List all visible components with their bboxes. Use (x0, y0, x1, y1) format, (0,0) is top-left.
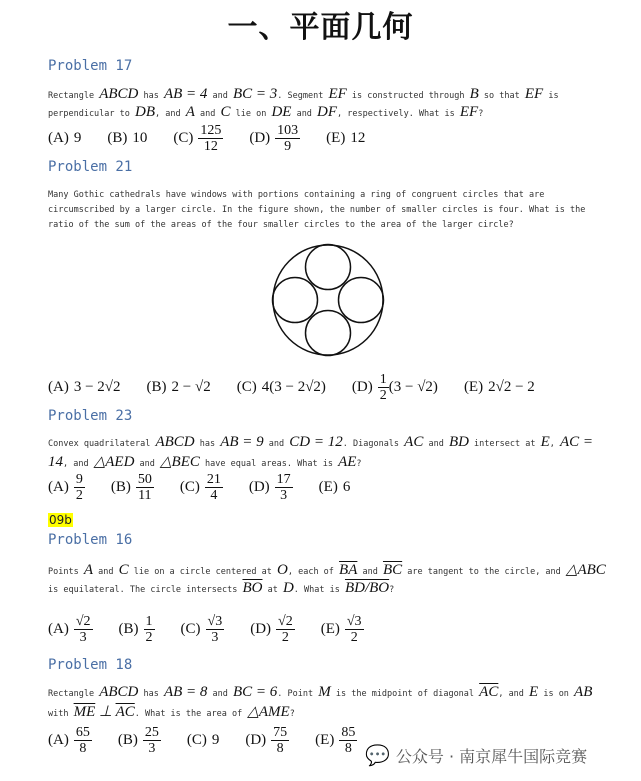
numerator: √2 (278, 614, 293, 629)
choice-label: (D) (245, 732, 267, 748)
text-run: intersect at (468, 439, 541, 449)
numerator: √3 (207, 614, 223, 629)
small-circle (273, 278, 318, 323)
math-expression: O (277, 562, 288, 578)
math-expression: $\overline{AC}$ (479, 684, 499, 700)
math-expression: ⊥ (95, 704, 116, 720)
large-circle (273, 245, 383, 355)
fraction (136, 472, 154, 503)
answer-choice (249, 123, 300, 154)
choice-value: 9 (211, 732, 220, 748)
answer-choice (315, 725, 357, 756)
choice-label: (A) (48, 732, 69, 748)
numerator: √2 (75, 614, 91, 629)
text-run: and (207, 689, 233, 699)
fraction (74, 614, 93, 645)
math-expression: AB (574, 684, 593, 700)
answer-choices (48, 123, 391, 154)
choice-label: (C) (179, 479, 200, 495)
watermark-text: 公众号 · 南京犀牛国际竞赛 (395, 746, 588, 766)
choice-value: 2 − √2 (171, 379, 211, 395)
numerator: 25 (144, 725, 159, 740)
choice-value: 12 (350, 130, 366, 146)
math-expression: M (318, 684, 331, 700)
fraction (206, 614, 225, 645)
denominator: 2 (145, 630, 153, 645)
choice-label: (A) (48, 621, 69, 637)
page-title: 一、平面几何 (227, 10, 414, 45)
math-expression: BD/BO (344, 580, 390, 596)
text-run: , each of (287, 567, 340, 577)
text-run: is constructed through (346, 91, 470, 101)
text-run: . What is (293, 585, 345, 595)
choice-label: (B) (117, 732, 138, 748)
answer-choice (249, 472, 293, 503)
watermark (365, 743, 587, 767)
text-run: , respectively. What is (337, 109, 460, 119)
answer-choice (119, 614, 155, 645)
text-run: and (291, 109, 318, 119)
math-expression: EF (328, 86, 347, 102)
math-expression: ABCD (99, 86, 139, 102)
text-run: have equal areas. What is (199, 459, 339, 469)
answer-choice (48, 614, 93, 645)
small-circle (339, 278, 384, 323)
fraction (198, 123, 223, 154)
answer-choices (48, 372, 561, 403)
denominator: 3 (148, 741, 156, 756)
denominator: 8 (276, 741, 284, 756)
text-run: Points (48, 567, 84, 577)
numerator: 1 (379, 372, 387, 387)
text-run: Rectangle (48, 91, 100, 101)
answer-choices (48, 472, 376, 503)
problem-statement (48, 188, 608, 233)
math-expression: BC = 3 (233, 86, 278, 102)
fraction (276, 614, 295, 645)
answer-choice (111, 472, 154, 503)
choice-label: (B) (107, 130, 128, 146)
fraction (271, 725, 289, 756)
text-run: . Point (277, 689, 319, 699)
choice-value: (3 − √2) (388, 379, 438, 395)
text-run: . Diagonals (342, 439, 405, 449)
text-run: ? (389, 585, 395, 595)
math-expression: △BEC (160, 454, 200, 470)
answer-choice (107, 130, 147, 147)
math-expression: ABCD (99, 684, 139, 700)
wechat-icon: 💬 (365, 743, 390, 767)
choice-label: (A) (48, 479, 69, 495)
denominator: 2 (75, 488, 83, 503)
answer-choice (237, 379, 326, 396)
text-run: is the midpoint of diagonal (330, 689, 480, 699)
numerator: 103 (277, 123, 299, 138)
choice-label: (B) (118, 621, 139, 637)
text-run: is equilateral. The circle intersects (48, 585, 243, 595)
math-expression: DB (135, 104, 155, 120)
text-run: and (93, 567, 119, 577)
answer-choice (187, 732, 220, 749)
choice-label: (A) (48, 379, 69, 395)
gothic-window-figure (270, 242, 386, 358)
text-run: has (194, 439, 221, 449)
math-expression: ABCD (155, 434, 195, 450)
choice-value: 10 (132, 130, 148, 146)
math-expression: AB = 4 (163, 86, 208, 102)
text-run: ? (478, 109, 484, 119)
numerator: 50 (137, 472, 152, 487)
math-expression: A (185, 104, 195, 120)
denominator: 8 (344, 741, 352, 756)
answer-choice (464, 379, 535, 396)
denominator: 2 (350, 630, 358, 645)
answer-choice (245, 725, 289, 756)
choice-label: (C) (180, 621, 201, 637)
math-expression: △AME (247, 704, 290, 720)
text-run: , and (498, 689, 530, 699)
small-circle (306, 311, 351, 356)
choice-label: (A) (48, 130, 69, 146)
text-run: and (357, 567, 383, 577)
small-circle (306, 245, 351, 290)
math-expression: A (83, 562, 93, 578)
math-expression: $\overline{ME}$ (73, 704, 96, 720)
answer-choice (326, 130, 365, 147)
text-run: is perpendicular to (48, 91, 559, 119)
text-run: at (262, 585, 283, 595)
text-run: Rectangle (48, 689, 100, 699)
math-expression: $\overline{BC}$ (382, 562, 403, 578)
answer-choice (352, 372, 438, 403)
text-run: ? (356, 459, 362, 469)
answer-choice (48, 379, 121, 396)
math-expression: AC (404, 434, 424, 450)
math-expression: D (282, 580, 294, 596)
text-run: are tangent to the circle, and (402, 567, 566, 577)
text-run: and (207, 91, 233, 101)
choice-label: (E) (463, 379, 484, 395)
denominator: 12 (203, 139, 218, 154)
text-run: . What is the area of (134, 709, 248, 719)
math-expression: EF (524, 86, 544, 102)
text-run: , and (63, 459, 94, 469)
math-expression: AC = 14 (48, 434, 594, 470)
answer-choice (48, 725, 92, 756)
text-run: ? (289, 709, 295, 719)
numerator: 21 (206, 472, 221, 487)
denominator: 9 (284, 139, 292, 154)
text-run: Convex quadrilateral (48, 439, 156, 449)
fraction (144, 614, 155, 645)
fraction (378, 372, 389, 403)
denominator: 3 (280, 488, 288, 503)
choice-value: 9 (73, 130, 82, 146)
math-expression: △ABC (565, 562, 606, 578)
numerator: 125 (200, 123, 222, 138)
math-expression: $\overline{BA}$ (339, 562, 358, 578)
math-expression: C (220, 104, 231, 120)
text-run: lie on a circle centered at (128, 567, 278, 577)
fraction (74, 472, 85, 503)
text-run: has (138, 91, 164, 101)
math-expression: $\overline{AC}$ (115, 704, 135, 720)
text-run: , (549, 439, 561, 449)
text-run: , and (155, 109, 186, 119)
choice-value: 4(3 − 2√2) (261, 379, 326, 395)
answer-choice (181, 614, 225, 645)
answer-choice (147, 379, 211, 396)
denominator: 2 (281, 630, 289, 645)
math-expression: BD (448, 434, 469, 450)
choice-value: 2√2 − 2 (488, 379, 535, 395)
denominator: 4 (210, 488, 218, 503)
math-expression: DE (271, 104, 292, 120)
choice-label: (D) (351, 379, 373, 395)
math-expression: E (529, 684, 539, 700)
text-run: and (194, 109, 221, 119)
text-run: and (423, 439, 449, 449)
choice-value: 3 − 2√2 (73, 379, 121, 395)
numerator: 9 (75, 472, 83, 487)
fraction (339, 725, 357, 756)
math-expression: AB = 8 (163, 684, 208, 700)
fraction (275, 123, 300, 154)
numerator: 85 (341, 725, 356, 740)
choice-value: 6 (342, 479, 351, 495)
choice-label: (D) (249, 130, 271, 146)
text-run: Many Gothic cathedrals have windows with portions containing a ring of congruent circles that are circumscribed by a larger circle. In the figure shown, the number of smaller circles is four. What is the ratio of the sum of the areas of the four smaller circles to the area of the larger circle? (48, 190, 586, 230)
math-expression: AE (338, 454, 357, 470)
problem-heading: Problem 16 (48, 532, 133, 548)
choice-label: (B) (146, 379, 167, 395)
math-expression: B (469, 86, 479, 102)
choice-label: (E) (326, 130, 346, 146)
math-expression: BC = 6 (233, 684, 278, 700)
math-expression: $\overline{BO}$ (242, 580, 263, 596)
denominator: 8 (79, 741, 87, 756)
math-expression: AB = 9 (220, 434, 264, 450)
fraction (345, 614, 364, 645)
math-expression: CD = 12 (289, 434, 343, 450)
answer-choice (250, 614, 295, 645)
problem-heading: Problem 18 (48, 657, 133, 673)
answer-choice (319, 479, 351, 496)
problem-statement (48, 86, 608, 122)
answer-choice (48, 130, 81, 147)
numerator: 1 (145, 614, 153, 629)
problem-statement (48, 684, 608, 722)
text-run: so that (478, 91, 525, 101)
answer-choices (48, 725, 383, 756)
answer-choice (173, 123, 223, 154)
numerator: 65 (75, 725, 90, 740)
answer-choice (48, 472, 85, 503)
denominator: 11 (138, 488, 152, 503)
choice-label: (C) (236, 379, 257, 395)
text-run: . Segment (277, 91, 329, 101)
fraction (143, 725, 161, 756)
math-expression: EF (459, 104, 479, 120)
denominator: 3 (79, 630, 87, 645)
problem-heading: Problem 21 (48, 159, 133, 175)
choice-label: (B) (110, 479, 131, 495)
choice-label: (D) (250, 621, 272, 637)
choice-label: (C) (186, 732, 207, 748)
choice-label: (E) (320, 621, 340, 637)
text-run: and (263, 439, 290, 449)
answer-choices (48, 614, 390, 645)
choice-label: (E) (315, 732, 335, 748)
answer-choice (180, 472, 223, 503)
problem-heading: Problem 23 (48, 408, 133, 424)
math-expression: C (118, 562, 129, 578)
answer-choice (118, 725, 161, 756)
text-run: and (134, 459, 161, 469)
problem-statement (48, 434, 608, 472)
choice-label: (E) (318, 479, 338, 495)
text-run: with (48, 709, 74, 719)
text-run: has (138, 689, 164, 699)
section-tag: 09b (49, 513, 72, 527)
text-run: lie on (230, 109, 272, 119)
problem-statement (48, 560, 608, 598)
choice-label: (C) (173, 130, 194, 146)
denominator: 2 (379, 388, 387, 403)
numerator: 75 (273, 725, 288, 740)
fraction (205, 472, 223, 503)
numerator: √3 (346, 614, 362, 629)
answer-choice (321, 614, 364, 645)
math-expression: △AED (93, 454, 135, 470)
text-run: is on (538, 689, 575, 699)
fraction (275, 472, 293, 503)
problem-heading: Problem 17 (48, 58, 133, 74)
denominator: 3 (211, 630, 219, 645)
fraction (74, 725, 92, 756)
math-expression: DF (317, 104, 338, 120)
choice-label: (D) (248, 479, 270, 495)
math-expression: E (540, 434, 550, 450)
numerator: 17 (276, 472, 291, 487)
